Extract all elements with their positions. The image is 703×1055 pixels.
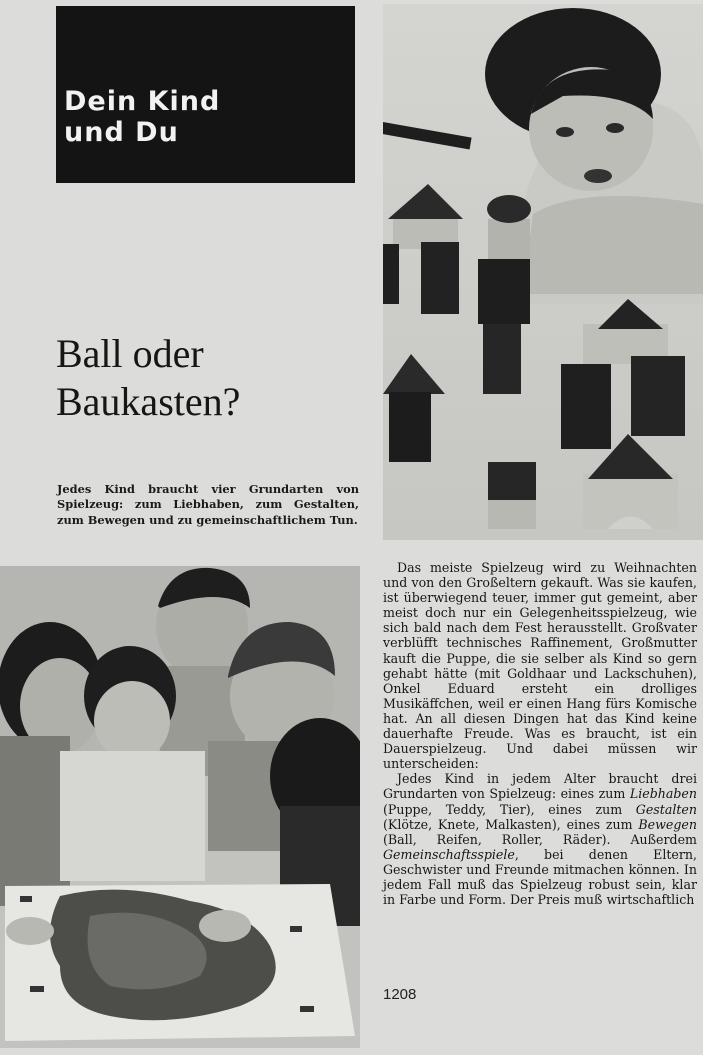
body-text-segment: Jedes Kind in jedem Alter braucht drei Grundarten von Spielzeug: eines zum [383, 771, 697, 802]
article-lead: Jedes Kind braucht vier Grundarten von Spielzeug: zum Liebhaben, zum Gestalten, zum Bewegen und zu gemeinschaftlichem Tun. [57, 482, 359, 527]
article-title-line-1: Ball oder [56, 331, 204, 376]
page-number: 1208 [383, 986, 417, 1003]
section-kicker-line-1: Dein Kind [64, 86, 221, 117]
section-kicker-line-2: und Du [64, 117, 179, 148]
emphasis-liebhaben: Liebhaben [629, 786, 697, 802]
emphasis-gestalten: Gestalten [635, 801, 697, 817]
emphasis-gemeinschaftsspiele: Gemeinschaftsspiele [383, 846, 515, 862]
section-kicker [64, 86, 220, 148]
body-text-segment: (Puppe, Teddy, Tier), eines zum [383, 801, 636, 817]
photo-children-board-game [0, 566, 360, 1048]
emphasis-bewegen: Bewegen [638, 816, 697, 832]
article-title-line-2: Baukasten? [56, 379, 241, 424]
photo-child-with-blocks [383, 4, 703, 540]
body-paragraph-2 [383, 771, 697, 907]
body-text-segment: (Ball, Reifen, Roller, Räder). Außerdem [383, 831, 697, 847]
body-paragraph-1: Das meiste Spielzeug wird zu Weihnachten und von den Großeltern gekauft. Was sie kaufen, ist überwiegend teuer, immer gut gemeint, aber meist doch nur ein Gelegenheitsspielzeug, wie sich bald nach dem Fest herausstellt. Großvater verblüfft technisches Raffinement, Großmutter kauft die Puppe, die sie selber als Kind so gern gehabt hätte (mit Goldhaar und Lackschuhen), Onkel Eduard ersteht ein drolliges Musikäffchen, weil er einen Hang fürs Komische hat. An all diesen Dingen hat das Kind keine dauerhafte Freude. Was es braucht, ist ein Dauerspielzeug. Und dabei müssen wir unterscheiden: [383, 560, 697, 772]
article-title [56, 330, 366, 426]
photo-child-with-blocks-graphic [383, 4, 703, 540]
article-body [383, 560, 697, 907]
photo-children-board-game-graphic [0, 566, 360, 1048]
body-text-segment: (Klötze, Knete, Malkasten), eines zum [383, 816, 639, 832]
body-text-segment: , bei denen Eltern, Geschwister und Freunde mitmachen können. In jedem Fall muß das Spielzeug robust sein, klar in Farbe und Form. Der Preis muß wirtschaftlich [383, 846, 697, 908]
section-header-box [56, 6, 355, 183]
